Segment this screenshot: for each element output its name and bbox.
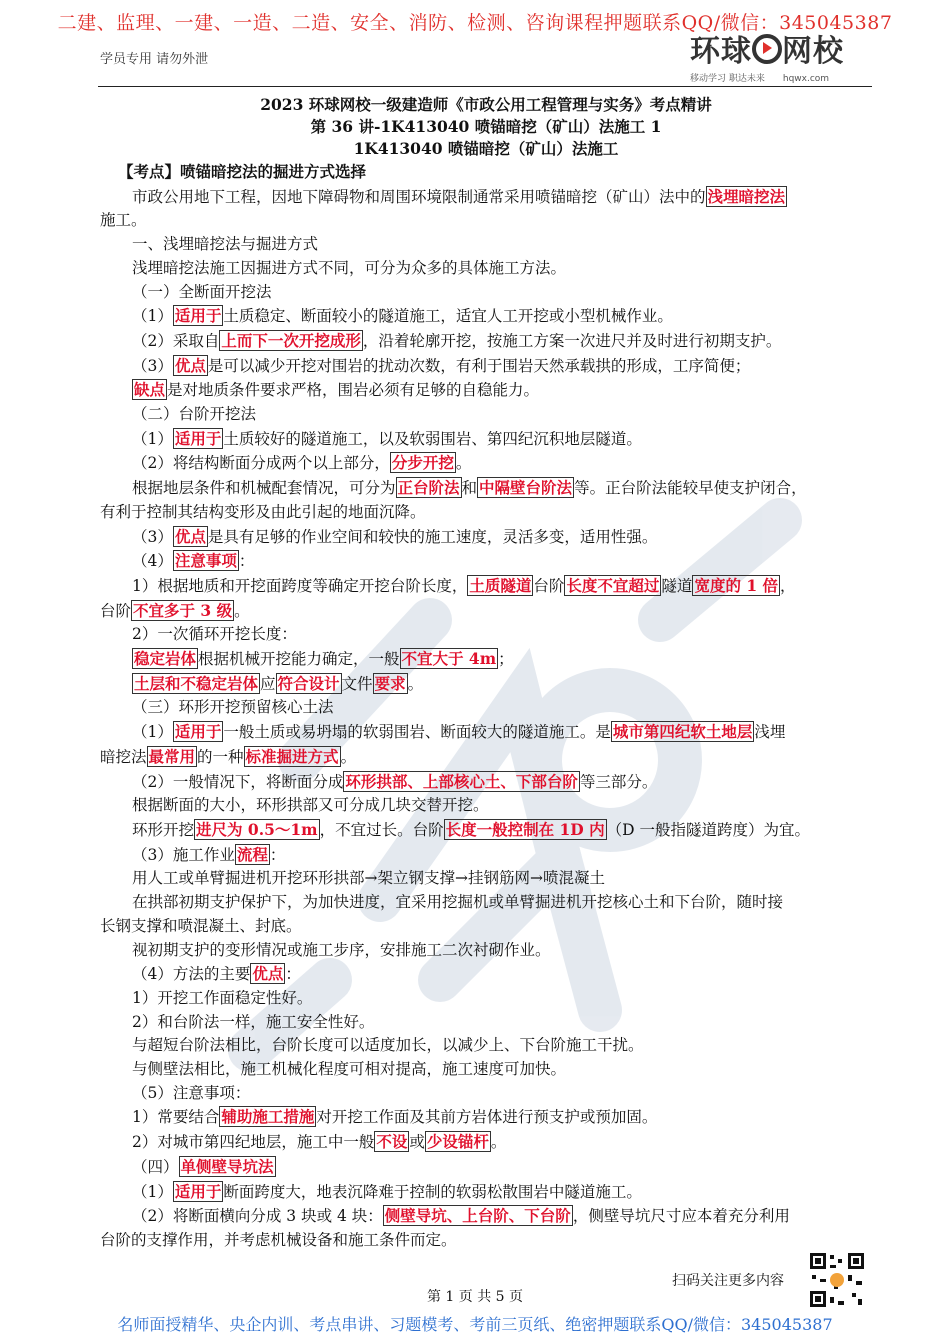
key-term: 标准掘进方式	[245, 746, 339, 766]
text-line	[100, 185, 872, 210]
key-term: 不宜大于 4m	[401, 649, 497, 669]
text-segment: 对开挖工作面及其前方岩体进行预支护或预加固。	[316, 1108, 658, 1127]
text-line	[100, 696, 872, 720]
text-segment: 长钢支撑和喷混凝土、封底。	[100, 916, 302, 935]
text-line	[100, 574, 872, 599]
text-segment: 文件	[341, 674, 373, 693]
text-segment: （三）环形开挖预留核心土法	[132, 698, 334, 717]
text-segment: 和	[461, 479, 478, 498]
text-line	[100, 647, 872, 672]
text-segment: （3）	[132, 527, 173, 546]
text-line	[100, 378, 872, 403]
key-term: 不宜多于 3 级	[133, 600, 233, 620]
text-line	[100, 476, 872, 501]
text-segment: 应	[260, 674, 276, 693]
key-term: 进尺为 0.5～1m	[196, 819, 318, 839]
text-line	[100, 233, 872, 257]
text-line	[100, 843, 872, 868]
text-line	[100, 720, 872, 745]
key-term: 土层和不稳定岩体	[134, 673, 259, 693]
logo-tagline	[690, 71, 870, 84]
text-segment: 是可以减少开挖对围岩的扰动次数，有利于围岩天然承载拱的形成，工序简便；	[207, 356, 751, 375]
text-segment: 是具有足够的作业空间和较快的施工速度，灵活多变，适用性强。	[207, 527, 658, 546]
text-segment: 。	[340, 747, 357, 766]
text-segment: 1）根据地质和开挖面跨度等确定开挖台阶长度，	[132, 576, 468, 595]
text-segment: 根据地层条件和机械配套情况，可分为	[132, 479, 396, 498]
text-line	[100, 939, 872, 963]
text-segment: 环形开挖	[132, 820, 195, 839]
text-segment: （2）将结构断面分成两个以上部分，	[132, 454, 390, 473]
text-segment: 土质较好的隧道施工，以及软弱围岩、第四纪沉积地层隧道。	[223, 429, 642, 448]
logo-text-b: 网校	[782, 34, 844, 69]
text-segment: （D 一般指隧道跨度）为宜。	[606, 820, 810, 839]
text-segment: 用人工或单臂掘进机开挖环形拱部→架立钢支撑→挂钢筋网→喷混凝土	[132, 869, 605, 888]
paragraph-lines	[100, 160, 872, 1253]
text-segment: （2）采取自	[132, 331, 220, 350]
text-segment: 2）一次循环开挖长度：	[132, 625, 297, 644]
key-term: 适用于	[174, 306, 222, 326]
text-segment: 与侧壁法相比，施工机械化程度可相对提高，施工速度可加快。	[132, 1060, 567, 1079]
logo-url: hqwx.com	[782, 74, 830, 84]
text-segment: 根据断面的大小，环形拱部又可分成几块交替开挖。	[132, 796, 489, 815]
text-line	[100, 891, 872, 915]
text-line	[100, 1034, 872, 1058]
logo-text-a: 环球	[690, 34, 752, 69]
text-segment: ，不宜过长。台阶	[319, 820, 444, 839]
text-segment: 暗挖法	[100, 747, 147, 766]
text-line	[100, 1105, 872, 1130]
text-line	[100, 962, 872, 987]
text-segment: （2）一般情况下，将断面分成	[132, 772, 344, 791]
text-segment: 浅埋	[754, 723, 786, 742]
key-term: 环形拱部、上部核心土、下部台阶	[345, 771, 578, 791]
text-line	[100, 403, 872, 427]
key-term: 优点	[174, 526, 206, 546]
text-line	[100, 1011, 872, 1035]
text-segment: 台阶的支撑作用，并考虑机械设备和施工条件而定。	[100, 1230, 457, 1249]
key-term: 优点	[252, 964, 284, 984]
text-segment: （二）台阶开挖法	[132, 405, 257, 424]
key-term: 适用于	[174, 428, 222, 448]
section-title: 1K413040 喷锚暗挖（矿山）法施工	[353, 139, 619, 158]
text-segment: ；	[498, 650, 514, 669]
top-promo-banner: 二建、监理、一建、一造、二造、安全、消防、检测、咨询课程押题联系QQ/微信：345045387	[57, 12, 893, 34]
text-segment: 。	[490, 1133, 507, 1152]
text-segment: （一）全断面开挖法	[132, 282, 272, 301]
text-segment: （2）将断面横向分成 3 块或 4 块：	[132, 1207, 383, 1226]
text-line	[100, 160, 872, 185]
text-segment: 视初期支护的变形情况或施工步序，安排施工二次衬砌作业。	[132, 940, 551, 959]
text-segment: 施工。	[100, 211, 147, 230]
text-line	[100, 257, 872, 281]
header-divider	[98, 86, 872, 87]
doc-title: 2023 环球网校一级建造师《市政公用工程管理与实务》考点精讲	[260, 95, 712, 114]
key-term: 不设	[376, 1132, 408, 1152]
text-segment: 与超短台阶法相比，台阶长度可以适度加长，以减少上、下台阶施工干扰。	[132, 1036, 644, 1055]
text-line	[100, 1058, 872, 1082]
logo-wordmark	[690, 34, 870, 69]
text-segment: 2）对城市第四纪地层，施工中一般	[132, 1133, 375, 1152]
text-segment: （1）	[132, 723, 173, 742]
text-line	[100, 599, 872, 624]
key-term: 土质隧道	[469, 575, 532, 595]
text-line	[100, 549, 872, 574]
school-logo	[690, 34, 870, 84]
scan-follow-text: 扫码关注更多内容	[672, 1273, 784, 1289]
text-segment: 台阶	[100, 601, 132, 620]
text-segment: （3）施工作业	[132, 845, 235, 864]
key-term: 辅助施工措施	[221, 1107, 315, 1127]
text-line	[100, 770, 872, 795]
key-term: 城市第四纪软土地层	[612, 722, 753, 742]
key-term: 缺点	[134, 380, 166, 400]
text-line	[100, 987, 872, 1011]
key-term: 注意事项	[174, 551, 237, 571]
confidential-note: 学员专用 请勿外泄	[100, 52, 209, 67]
text-line	[100, 915, 872, 939]
text-line	[100, 867, 872, 891]
text-segment: 等。正台阶法能较早使支护闭合，	[574, 479, 807, 498]
text-segment: （5）注意事项：	[132, 1083, 251, 1102]
text-line	[100, 1204, 872, 1229]
text-segment: ：	[269, 845, 286, 864]
text-segment: （1）	[132, 307, 173, 326]
text-segment: 。	[234, 601, 250, 620]
key-term: 分步开挖	[391, 453, 454, 473]
text-segment: 浅埋暗挖法施工因掘进方式不同，可分为众多的具体施工方法。	[132, 258, 567, 277]
text-segment: 1）常要结合	[132, 1108, 220, 1127]
text-segment: 台阶	[533, 576, 565, 595]
text-segment: （1）	[132, 429, 173, 448]
text-segment: ：	[285, 965, 301, 984]
text-segment: （1）	[132, 1182, 173, 1201]
key-term: 流程	[236, 844, 268, 864]
text-segment: 一、浅埋暗挖法与掘进方式	[132, 235, 319, 254]
key-term: 最常用	[148, 746, 196, 766]
text-segment: （4）	[132, 552, 173, 571]
text-segment: 。	[407, 674, 424, 693]
text-segment: 隧道	[661, 576, 693, 595]
key-term: 稳定岩体	[134, 649, 197, 669]
key-term: 中隔壁台阶法	[479, 478, 573, 498]
document-body	[100, 94, 872, 1253]
text-segment: 1）开挖工作面稳定性好。	[132, 988, 313, 1007]
text-line	[100, 1229, 872, 1253]
key-term: 浅埋暗挖法	[707, 186, 786, 206]
page-number: 第 1 页 共 5 页	[426, 1289, 524, 1305]
key-term: 优点	[174, 355, 206, 375]
topic-heading: 【考点】喷锚暗挖法的掘进方式选择	[118, 162, 367, 181]
text-segment: 2）和台阶法一样，施工安全性好。	[132, 1012, 375, 1031]
key-term: 适用于	[174, 1181, 222, 1201]
logo-play-icon	[752, 34, 782, 64]
key-term: 符合设计	[277, 673, 340, 693]
text-line	[100, 818, 872, 843]
text-segment: ，沿着轮廓开挖，按施工方案一次进尺并及时进行初期支护。	[362, 331, 782, 350]
key-term: 适用于	[174, 722, 222, 742]
text-line	[100, 1130, 872, 1155]
key-term: 宽度的 1 倍	[694, 575, 779, 595]
text-segment: 。	[455, 454, 472, 473]
text-line	[100, 745, 872, 770]
key-term: 要求	[374, 673, 406, 693]
bottom-promo-banner: 名师面授精华、央企内训、考点串讲、习题模考、考前三页纸、绝密押题联系QQ/微信：345045387	[117, 1315, 833, 1334]
lecture-title: 第 36 讲-1K413040 喷锚暗挖（矿山）法施工 1	[310, 117, 662, 136]
text-line	[100, 427, 872, 452]
text-line	[100, 1180, 872, 1205]
text-segment: （四）	[132, 1157, 179, 1176]
text-line	[100, 329, 872, 354]
text-line	[100, 354, 872, 379]
text-segment: 等三部分。	[579, 772, 658, 791]
text-segment: ，	[780, 576, 796, 595]
text-line	[100, 794, 872, 818]
text-segment: 断面跨度大，地表沉降难于控制的软弱松散围岩中隧道施工。	[223, 1182, 642, 1201]
text-segment: 根据机械开挖能力确定，一般	[198, 650, 400, 669]
text-line	[100, 672, 872, 697]
text-segment: ：	[238, 552, 255, 571]
text-line	[100, 1155, 872, 1180]
text-line	[100, 501, 872, 525]
key-term: 单侧壁导坑法	[180, 1156, 274, 1176]
text-line	[100, 1082, 872, 1106]
key-term: 长度一般控制在 1D 内	[445, 819, 605, 839]
text-segment: 市政公用地下工程，因地下障碍物和周围环境限制通常采用喷锚暗挖（矿山）法中的	[132, 187, 706, 206]
text-line	[100, 281, 872, 305]
text-segment: 或	[409, 1133, 425, 1152]
logo-slogan: 移动学习 职达未来	[690, 74, 765, 84]
text-segment: ，侧壁导坑尺寸应本着充分利用	[572, 1207, 790, 1226]
text-segment: 的一种	[197, 747, 244, 766]
key-term: 上而下一次开挖成形	[221, 330, 361, 350]
text-segment: 一般土质或易坍塌的软弱围岩、断面较大的隧道施工。是	[223, 723, 611, 742]
text-line	[100, 304, 872, 329]
text-line	[100, 451, 872, 476]
text-segment: 有利于控制其结构变形及由此引起的地面沉降。	[100, 502, 426, 521]
key-term: 长度不宜超过	[566, 575, 660, 595]
text-segment: 在拱部初期支护保护下，为加快进度，宜采用挖掘机或单臂掘进机开挖核心土和下台阶，随时接	[132, 893, 784, 912]
text-segment: （4）方法的主要	[132, 965, 251, 984]
text-line	[100, 623, 872, 647]
text-segment: 土质稳定、断面较小的隧道施工，适宜人工开挖或小型机械作业。	[223, 307, 673, 326]
text-line	[100, 525, 872, 550]
text-segment: 是对地质条件要求严格，围岩必须有足够的自稳能力。	[167, 381, 540, 400]
key-term: 正台阶法	[397, 478, 460, 498]
text-line	[100, 209, 872, 233]
key-term: 侧壁导坑、上台阶、下台阶	[384, 1206, 571, 1226]
text-segment: （3）	[132, 356, 173, 375]
key-term: 少设锚杆	[426, 1132, 489, 1152]
